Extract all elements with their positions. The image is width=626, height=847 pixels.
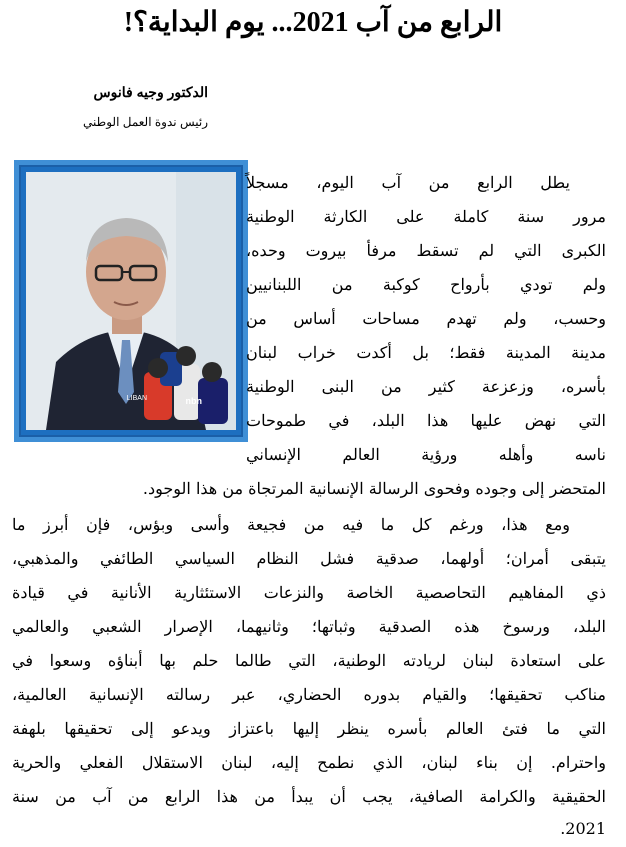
paragraph-2-line: يتبقى أمران؛ أولهما، صدقية فشل النظام السياسي الطائفي والمذهبي،	[12, 549, 606, 568]
paragraph-1-line: مدينة المدينة فقط؛ بل أكدت خراب لبنان	[246, 343, 606, 362]
mic-label-liban: LIBAN	[126, 395, 147, 402]
mic-label-nbn: nbn	[185, 396, 202, 406]
paragraph-1-line: المتحضر إلى وجوده وفحوى الرسالة الإنسانية المرتجاة من هذا الوجود.	[142, 479, 606, 498]
paragraph-2-line: ومع هذا، ورغم كل ما فيه من فجيعة وأسى وبؤس، فإن أبرز ما	[12, 515, 570, 534]
portrait-icon	[26, 172, 236, 430]
paragraph-1-line: وحسب، ولم تهدم مساحات أساس من	[246, 309, 606, 328]
paragraph-1-line: ناسه وأهله ورؤية العالم الإنساني	[246, 445, 606, 464]
paragraph-1-line: بأسره، وزعزعة كثير من البنى الوطنية	[246, 377, 606, 396]
paragraph-2-line: واحترام. إن بناء لبنان، الذي نطمح إليه، لبنان الاستقلال الفعلي والحرية	[12, 753, 606, 772]
article-title: الرابع من آب 2021... يوم البداية؟!	[123, 7, 503, 38]
paragraph-2-line: مناكب تحقيقها؛ والقيام بدوره الحضاري، عبر رسالته الإنسانية العالمية،	[12, 685, 606, 704]
paragraph-1-line: الكبرى التي لم تسقط مرفأ بيروت وحده،	[246, 241, 606, 260]
author-role: رئيس ندوة العمل الوطني	[83, 115, 208, 129]
author-name: الدكتور وجيه فانوس	[93, 84, 208, 100]
paragraph-1-line: ولم تودي بأرواح كوكبة من اللبنانيين	[246, 275, 606, 294]
paragraph-2-line: البلد، ورسوخ هذه الصدقية وثباتها؛ وثانيهما، الإصرار الشعبي والعالمي	[12, 617, 606, 636]
paragraph-2-line: على استعادة لبنان لريادته الوطنية، التي طالما حلم بها أبناؤه وسعوا في	[12, 651, 606, 670]
portrait-illustration	[26, 172, 236, 430]
paragraph-2-line: ذي المفاهيم التحاصصية الخاصة والنزعات الاستئثارية الأنانية في قيادة	[12, 583, 606, 602]
author-photo-frame	[14, 160, 248, 442]
paragraph-1-line: التي نهض عليها هذا البلد، في طموحات	[246, 411, 606, 430]
paragraph-2-line: 2021.	[560, 819, 606, 838]
paragraph-1-line: يطل الرابع من آب اليوم، مسجلاً	[246, 173, 570, 192]
paragraph-2-line: التي ما فتئ العالم بأسره ينظر إليها باعتزاز ويدعو إلى تحقيقها بلهفة	[12, 719, 606, 738]
paragraph-1-line: مرور سنة كاملة على الكارثة الوطنية	[246, 207, 606, 226]
paragraph-2-line: الحقيقية والكرامة الصافية، يجب أن يبدأ من هذا الرابع من آب من سنة	[12, 787, 606, 806]
